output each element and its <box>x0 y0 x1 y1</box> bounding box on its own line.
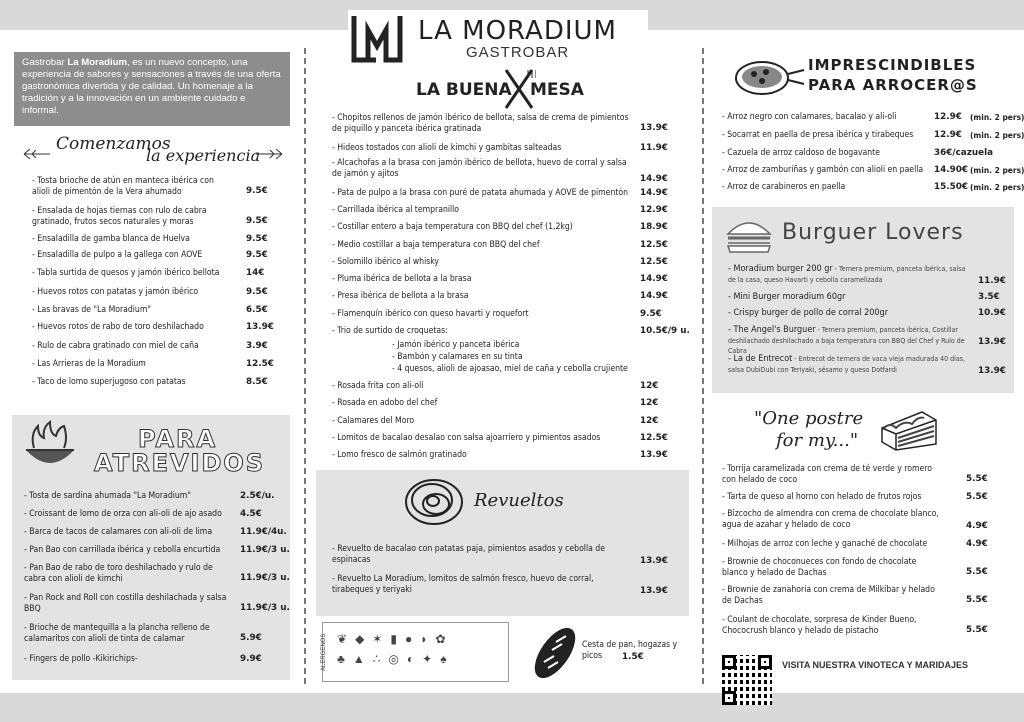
comenzamos-item-price: 9.5€ <box>246 234 268 244</box>
croqueta-item: - Bambón y calamares en su tinta <box>392 352 523 362</box>
burguer-item-price: 13.9€ <box>978 337 1006 347</box>
allergen-lupin-icon: ✦ <box>422 652 441 666</box>
buena-mesa-item-name: - Costillar entero a baja temperatura con BBQ del chef (1,2kg) <box>332 222 573 232</box>
burguer-item <box>728 308 968 319</box>
comenzamos-item-name: - Taco de lomo superjugoso con patatas <box>32 377 186 387</box>
postre-item-price: 5.5€ <box>966 595 988 605</box>
postre-item-price: 5.5€ <box>966 474 988 484</box>
allergen-wheat-icon: ❦ <box>337 632 356 646</box>
alergenos-icons <box>337 629 455 669</box>
allergen-fish-icon: ◆ <box>355 632 373 646</box>
buena-mesa-item-price: 12€ <box>640 416 659 426</box>
comenzamos-item-price: 9.5€ <box>246 216 268 226</box>
postre-item-name: - Milhojas de arroz con leche y ganaché de chocolate <box>722 539 928 549</box>
buena-mesa-title-b: MESA <box>530 80 584 100</box>
arroces-item-price: 12.9€ <box>934 112 962 122</box>
allergen-mustard-icon: ▲ <box>352 652 373 666</box>
comenzamos-item-price: 9.5€ <box>246 250 268 260</box>
comenzamos-item-name: - Ensalada de hojas tiernas con rulo de cabra gratinado, frutos secos naturales y moras <box>32 206 207 227</box>
brand-name: LA MORADIUM <box>418 16 617 46</box>
buena-mesa-item-price: 10.5€/9 u. <box>640 326 690 336</box>
revueltos-item-name: - Revuelto de bacalao con patatas paja, pimientos asados y cebolla de espinacas <box>332 544 605 565</box>
bottom-band <box>0 693 1024 722</box>
postre-item-name: - Torrija caramelizada con crema de té verde y romero con helado de coco <box>722 464 932 485</box>
postre-item-name: - Tarta de queso al horno con helado de frutos rojos <box>722 492 922 502</box>
arroces-item-name: - Arroz negro con calamares, bacalao y ali-oli <box>722 112 897 122</box>
burguer-item-desc: - Ternera premium, panceta ibérica, salsa de la casa, queso Havarti y cebolla caramelizada <box>728 265 966 284</box>
revueltos-item-price: 13.9€ <box>640 586 668 596</box>
buena-mesa-item-name: - Pata de pulpo a la brasa con puré de patata ahumada y AOVE de pimentón <box>332 188 629 198</box>
qr-corner <box>722 655 736 669</box>
fire-bowl-icon <box>20 420 80 472</box>
postre-item-price: 4.9€ <box>966 521 988 531</box>
comenzamos-title <box>22 134 284 172</box>
revueltos-item-name: - Revuelto La Moradium, lomitos de salmón fresco, huevo de corral, tirabeques y teriyaki <box>332 574 594 595</box>
postre-item-price: 5.5€ <box>966 567 988 577</box>
comenzamos-item-name: - Ensaladilla de gamba blanca de Huelva <box>32 234 190 244</box>
atrevidos-title-a: PARA <box>138 425 218 453</box>
arrow-left-icon <box>22 148 52 160</box>
burguer-item-desc: - Entrecot de ternera de vaca vieja madurada 40 días, salsa DubiDubi con Teriyaki, sésamo y queso Dotfardi <box>728 355 966 374</box>
arroces-item-note: (min. 2 pers) <box>970 113 1024 122</box>
croqueta-item: - 4 quesos, alioli de ajoasao, miel de caña y cebolla crujiente <box>392 364 628 374</box>
allergen-nut-icon: ◐ <box>406 652 423 666</box>
buena-mesa-item-price: 14.9€ <box>640 174 668 184</box>
intro-text: , es un nuevo concepto, una experiencia de sabores y sensaciones a través de una oferta gastronómica divertida y de calidad. Un homenaje a la tradición y a la innovación en un ambiente cuidado e informal. <box>22 57 281 116</box>
buena-mesa-item-name: - Hideos tostados con alioli de kimchi y gambitas salteadas <box>332 143 562 153</box>
atrevidos-item-name: - Pan Bao de rabo de toro deshilachado y rulo de cabra con alioli de kimchi <box>24 563 213 584</box>
intro-brand: La Moradium <box>67 57 128 68</box>
burguer-item-desc: - Ternera premium, panceta ibérica, Costillar deshilachado deshilachado a baja temperatura con BBQ del Chef y Rulo de Cabra <box>728 326 965 355</box>
arroces-item-price: 36€/cazuela <box>934 148 994 158</box>
pan-text: Cesta de pan, hogazas y picos <box>582 640 678 661</box>
comenzamos-item-name: - Huevos rotos de rabo de toro deshilachado <box>32 322 204 332</box>
postre-item-price: 5.5€ <box>966 625 988 635</box>
atrevidos-item-name: - Croissant de lomo de orza con ali-oli de ajo asado <box>24 509 222 519</box>
atrevidos-item-price: 2.5€/u. <box>240 491 275 501</box>
postre-item-name: - Brownie de choconueces con fondo de chocolate blanco y helado de Dachas <box>722 557 917 578</box>
comenzamos-title-a: Comenzamos <box>56 134 171 154</box>
arroces-title-b: PARA ARROCER@S <box>808 76 978 94</box>
burguer-item-price: 13.9€ <box>978 366 1006 376</box>
allergen-milk-icon: ▮ <box>390 632 405 646</box>
arroces-item-price: 15.50€ <box>934 182 968 192</box>
atrevidos-item-price: 11.9€/3 u. <box>240 545 290 555</box>
burguer-item-name: - Moradium burger 200 gr <box>728 264 833 274</box>
burguer-item-price: 11.9€ <box>978 276 1006 286</box>
allergen-crab-icon: ✶ <box>372 632 391 646</box>
postre-title-a: "One postre <box>754 408 864 429</box>
comenzamos-item-name: - Huevos rotos con patatas y jamón ibérico <box>32 287 199 297</box>
arrow-right-icon <box>254 148 284 160</box>
buena-mesa-item-name: - Rosada en adobo del chef <box>332 398 438 408</box>
comenzamos-item-price: 3.9€ <box>246 341 268 351</box>
atrevidos-title-b: ATREVIDOS <box>94 449 266 477</box>
burguer-item <box>728 292 968 303</box>
comenzamos-item-name: - Tabla surtida de quesos y jamón ibérico bellota <box>32 268 220 278</box>
alergenos-box <box>322 622 509 682</box>
atrevidos-item-price: 11.9€/4u. <box>240 527 287 537</box>
pan-price: 1.5€ <box>622 652 644 662</box>
buena-mesa-item-price: 12.9€ <box>640 205 668 215</box>
paella-pan-icon <box>732 52 806 98</box>
arroces-item-name: - Arroz de carabineros en paella <box>722 182 846 192</box>
buena-mesa-item-name: - Alcachofas a la brasa con jamón ibérico de bellota, huevo de corral y salsa de jamón y ajitos <box>332 158 627 179</box>
postre-item-name: - Bizcocho de almendra con crema de chocolate blanco, agua de azahar y helado de coco <box>722 509 939 530</box>
atrevidos-item-price: 11.9€/3 u. <box>240 603 290 613</box>
arroces-item-price: 14.90€ <box>934 165 968 175</box>
arroces-item-name: - Arroz de zamburiñas y gambón con alioli en paella <box>722 165 924 175</box>
buena-mesa-item-name: - Medio costillar a baja temperatura con BBQ del chef <box>332 240 540 250</box>
arroces-item-name: - Cazuela de arroz caldoso de bogavante <box>722 148 880 158</box>
atrevidos-item-name: - Barca de tacos de calamares con ali-oli de lima <box>24 527 213 537</box>
arroces-title-a: IMPRESCINDIBLES <box>808 56 977 74</box>
buena-mesa-item-price: 12€ <box>640 381 659 391</box>
comenzamos-item-price: 9.5€ <box>246 287 268 297</box>
croqueta-item: - Jamón ibérico y panceta ibérica <box>392 340 520 350</box>
atrevidos-item-price: 4.5€ <box>240 509 262 519</box>
revueltos-title: Revueltos <box>474 490 564 511</box>
buena-mesa-item-name: - Lomo fresco de salmón gratinado <box>332 450 467 460</box>
burguer-item-name: - Crispy burger de pollo de corral 200gr <box>728 308 889 318</box>
burguer-item-name: - The Angel's Burguer <box>728 325 816 335</box>
allergen-mollusc-icon: ◎ <box>388 652 407 666</box>
buena-mesa-item-price: 14.9€ <box>640 274 668 284</box>
comenzamos-item-price: 6.5€ <box>246 305 268 315</box>
scribble-icon <box>400 476 468 528</box>
arroces-item-name: - Socarrat en paella de presa ibérica y tirabeques <box>722 130 914 140</box>
allergen-soy-icon: ✿ <box>435 632 454 646</box>
qr-corner <box>722 691 736 705</box>
postre-item-name: - Coulant de chocolate, sorpresa de Kinder Bueno, Chococrush blanco y helado de pistacho <box>722 615 917 636</box>
burguer-item-price: 10.9€ <box>978 308 1006 318</box>
comenzamos-item-price: 8.5€ <box>246 377 268 387</box>
postre-item-price: 4.9€ <box>966 539 988 549</box>
cake-icon <box>878 398 940 452</box>
atrevidos-item-name: - Tosta de sardina ahumada "La Moradium" <box>24 491 191 501</box>
burguer-item-name: - La de Entrecot <box>728 354 793 364</box>
comenzamos-item-price: 9.5€ <box>246 186 268 196</box>
burguer-item <box>728 325 968 357</box>
buena-mesa-item-price: 12€ <box>640 398 659 408</box>
column-divider <box>702 48 704 684</box>
burguer-item <box>728 354 968 375</box>
burger-icon <box>724 216 774 256</box>
comenzamos-item-name: - Rulo de cabra gratinado con miel de caña <box>32 341 199 351</box>
buena-mesa-item-name: - Flamenquín ibérico con queso havarti y roquefort <box>332 309 529 319</box>
intro-box <box>14 52 290 126</box>
buena-mesa-item-name: - Chopitos rellenos de jamón ibérico de bellota, salsa de crema de pimientos de piquillo y panceta ibérica gratinada <box>332 113 629 134</box>
buena-mesa-item-name: - Carrillada ibérica al tempranillo <box>332 205 460 215</box>
postre-item-name: - Brownie de zanahoria con crema de Milkibar y helado de Dachas <box>722 585 935 606</box>
logo-mark-icon <box>350 12 404 64</box>
comenzamos-title-b: la experiencia <box>146 146 261 165</box>
arroces-item-note: (min. 2 pers) <box>970 131 1024 140</box>
buena-mesa-item-name: - Calamares del Moro <box>332 416 415 426</box>
postre-item-price: 5.5€ <box>966 492 988 502</box>
intro-lead: Gastrobar <box>22 57 68 68</box>
buena-mesa-item-price: 13.9€ <box>640 450 668 460</box>
comenzamos-item-name: - Ensaladilla de pulpo a la gallega con AOVE <box>32 250 203 260</box>
atrevidos-item-name: - Pan Bao con carrillada ibérica y cebolla encurtida <box>24 545 221 555</box>
buena-mesa-item-name: - Trio de surtido de croquetas: <box>332 326 448 336</box>
buena-mesa-item-price: 12.5€ <box>640 433 668 443</box>
atrevidos-item-name: - Fingers de pollo -Kikirichips- <box>24 654 138 664</box>
comenzamos-item-name: - Las Arrieras de la Moradium <box>32 359 146 369</box>
buena-mesa-item-price: 13.9€ <box>640 123 668 133</box>
column-divider <box>304 48 306 684</box>
arroces-item-note: (min. 2 pers) <box>970 166 1024 175</box>
allergen-egg-icon: ● <box>404 632 421 646</box>
buena-mesa-item-price: 12.5€ <box>640 257 668 267</box>
comenzamos-item-name: - Las bravas de "La Moradium" <box>32 305 151 315</box>
arroces-item-note: (min. 2 pers) <box>970 183 1024 192</box>
atrevidos-item-price: 11.9€/3 u. <box>240 573 290 583</box>
buena-mesa-item-name: - Lomitos de bacalao desalao con salsa ajoarriero y pimientos asados <box>332 433 601 443</box>
comenzamos-item-price: 13.9€ <box>246 322 274 332</box>
postre-title-b: for my..." <box>776 430 859 451</box>
buena-mesa-item-name: - Pluma ibérica de bellota a la brasa <box>332 274 472 284</box>
burguer-item-name: - Mini Burger moradium 60gr <box>728 292 846 302</box>
buena-mesa-item-price: 14.9€ <box>640 188 668 198</box>
allergen-sesame-icon: ∴ <box>372 652 389 666</box>
bread-icon <box>530 622 580 684</box>
atrevidos-item-name: - Pan Rock and Roll con costilla deshilachada y salsa BBQ <box>24 593 227 614</box>
allergen-peanut-icon: ◗ <box>420 632 436 646</box>
buena-mesa-item-price: 11.9€ <box>640 143 668 153</box>
allergen-sulphite-icon: ♠ <box>440 652 455 666</box>
revueltos-item-price: 13.9€ <box>640 556 668 566</box>
buena-mesa-item-price: 9.5€ <box>640 309 662 319</box>
buena-mesa-item-name: - Solomillo ibérico al whisky <box>332 257 439 267</box>
vinoteca-text: VISITA NUESTRA VINOTECA Y MARIDAJES <box>782 660 969 670</box>
buena-mesa-item-price: 14.9€ <box>640 291 668 301</box>
buena-mesa-item-name: - Rosada frita con ali-oli <box>332 381 424 391</box>
burguer-item-price: 3.5€ <box>978 292 1000 302</box>
allergen-celery-icon: ♣ <box>337 652 353 666</box>
comenzamos-item-name: - Tosta brioche de atún en manteca ibérica con alioli de pimentón de la Vera ahumado <box>32 176 214 197</box>
logo <box>348 10 648 68</box>
buena-mesa-title-a: LA BUENA <box>416 80 512 100</box>
burguer-title: Burguer Lovers <box>782 220 964 245</box>
brand-subtitle: GASTROBAR <box>466 44 570 61</box>
atrevidos-item-price: 9.9€ <box>240 654 262 664</box>
alergenos-label: ALERGENOS <box>321 633 327 671</box>
burguer-item <box>728 264 968 285</box>
buena-mesa-item-name: - Presa ibérica de bellota a la brasa <box>332 291 469 301</box>
comenzamos-item-price: 14€ <box>246 268 265 278</box>
buena-mesa-item-price: 12.5€ <box>640 240 668 250</box>
buena-mesa-item-price: 18.9€ <box>640 222 668 232</box>
comenzamos-item-price: 12.5€ <box>246 359 274 369</box>
qr-code[interactable] <box>722 655 772 705</box>
qr-corner <box>758 655 772 669</box>
atrevidos-item-price: 5.9€ <box>240 633 262 643</box>
arroces-item-price: 12.9€ <box>934 130 962 140</box>
atrevidos-item-name: - Brioche de mantequilla a la plancha relleno de calamaritos con alioli de tinta de calamar <box>24 623 210 644</box>
